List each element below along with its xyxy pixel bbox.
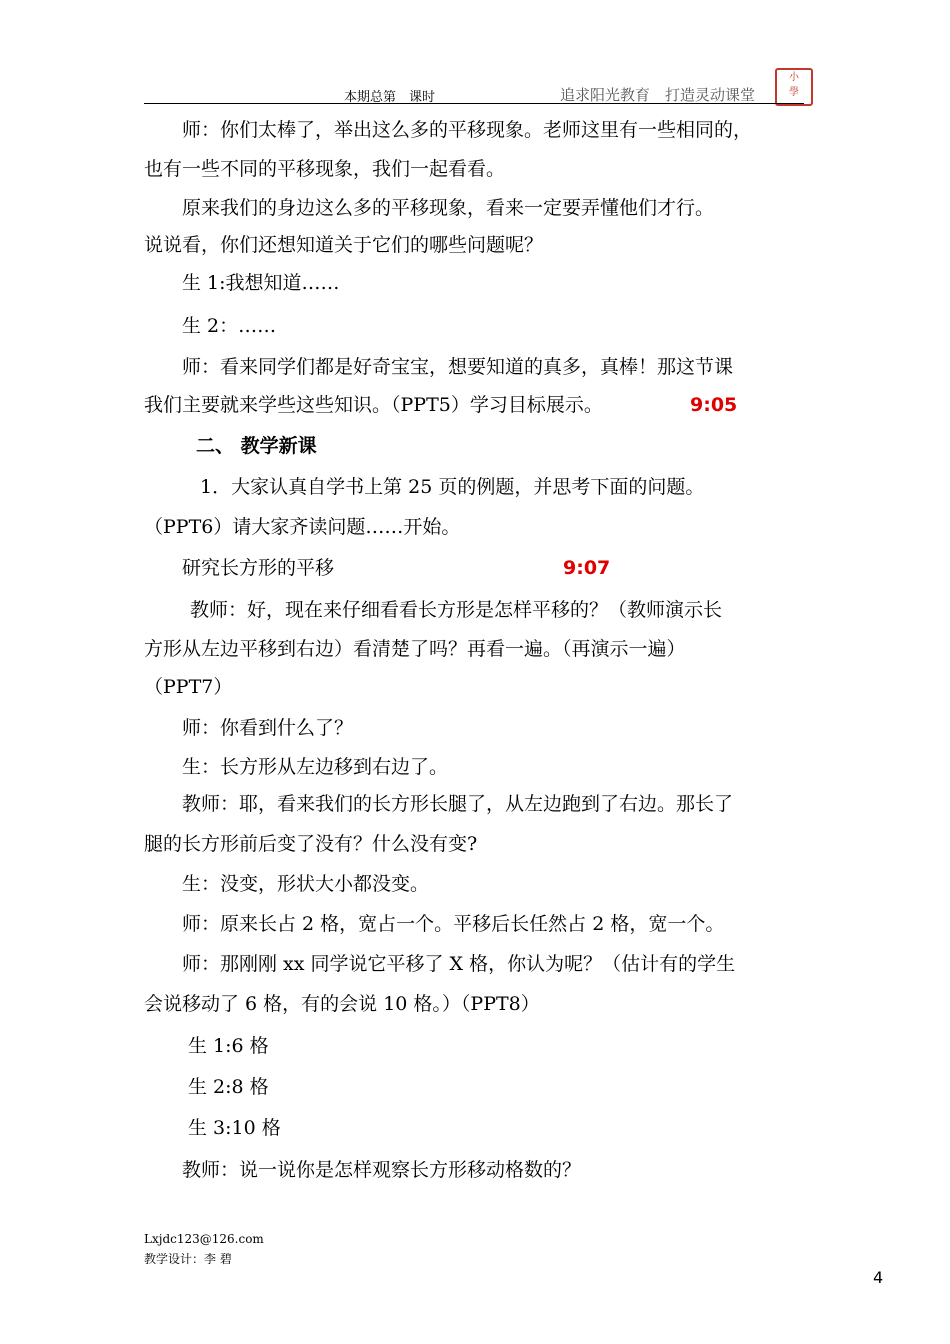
body-line: 生 2:8 格	[188, 1076, 269, 1098]
body-line: 师：你们太棒了，举出这么多的平移现象。老师这里有一些相同的，	[182, 119, 753, 141]
body-line: 师：看来同学们都是好奇宝宝，想要知道的真多，真棒！那这节课	[182, 356, 734, 378]
body-line: 方形从左边平移到右边）看清楚了吗？再看一遍。（再演示一遍）	[144, 638, 686, 660]
body-line: 生 1:我想知道……	[182, 272, 340, 294]
seal-char: 小	[789, 72, 799, 83]
footer-designer: 教学设计：李 碧	[144, 1252, 232, 1266]
body-line: 教师：说一说你是怎样观察长方形移动格数的？	[182, 1159, 582, 1181]
body-line: 说说看，你们还想知道关于它们的哪些问题呢？	[144, 234, 544, 256]
body-line: 生 1:6 格	[188, 1035, 269, 1057]
body-line: 腿的长方形前后变了没有？什么没有变?	[144, 833, 478, 855]
header-right: 追求阳光教育 打造灵动课堂	[560, 86, 756, 104]
body-line: 师：你看到什么了？	[182, 717, 354, 739]
body-line: （PPT6）请大家齐读问题……开始。	[144, 516, 461, 538]
time-stamp: 9:07	[563, 557, 611, 579]
body-line: 生：长方形从左边移到右边了。	[182, 756, 449, 778]
header-left: 本期总第 课时	[344, 90, 436, 105]
body-line: 生：没变，形状大小都没变。	[182, 873, 430, 895]
body-line: 研究长方形的平移	[182, 557, 335, 579]
body-line: （PPT7）	[144, 676, 233, 698]
body-line: 也有一些不同的平移现象，我们一起看看。	[144, 158, 506, 180]
seal-char: 學	[789, 87, 799, 98]
body-line: 我们主要就来学些这些知识。（PPT5）学习目标展示。	[144, 394, 603, 416]
school-seal-logo	[775, 68, 813, 106]
body-line: 教师：好，现在来仔细看看长方形是怎样平移的？（教师演示长	[190, 599, 723, 621]
body-line: 生 2：……	[182, 315, 277, 337]
section-heading: 二、 教学新课	[196, 435, 317, 457]
body-line: 原来我们的身边这么多的平移现象，看来一定要弄懂他们才行。	[182, 197, 715, 219]
time-stamp: 9:05	[690, 394, 738, 416]
body-line: 生 3:10 格	[188, 1117, 281, 1139]
footer-email: Lxjdc123@126.com	[144, 1232, 264, 1246]
body-line: 师：那刚刚 xx 同学说它平移了 X 格，你认为呢？（估计有的学生	[182, 953, 736, 975]
page-number: 4	[873, 1268, 884, 1287]
body-line: 教师：耶，看来我们的长方形长腿了，从左边跑到了右边。那长了	[182, 793, 734, 815]
body-line: 师：原来长占 2 格，宽占一个。平移后长任然占 2 格，宽一个。	[182, 913, 725, 935]
body-line: 会说移动了 6 格，有的会说 10 格。）（PPT8）	[144, 993, 540, 1015]
body-line: 1．大家认真自学书上第 25 页的例题，并思考下面的问题。	[200, 476, 705, 498]
header-divider	[144, 103, 804, 104]
